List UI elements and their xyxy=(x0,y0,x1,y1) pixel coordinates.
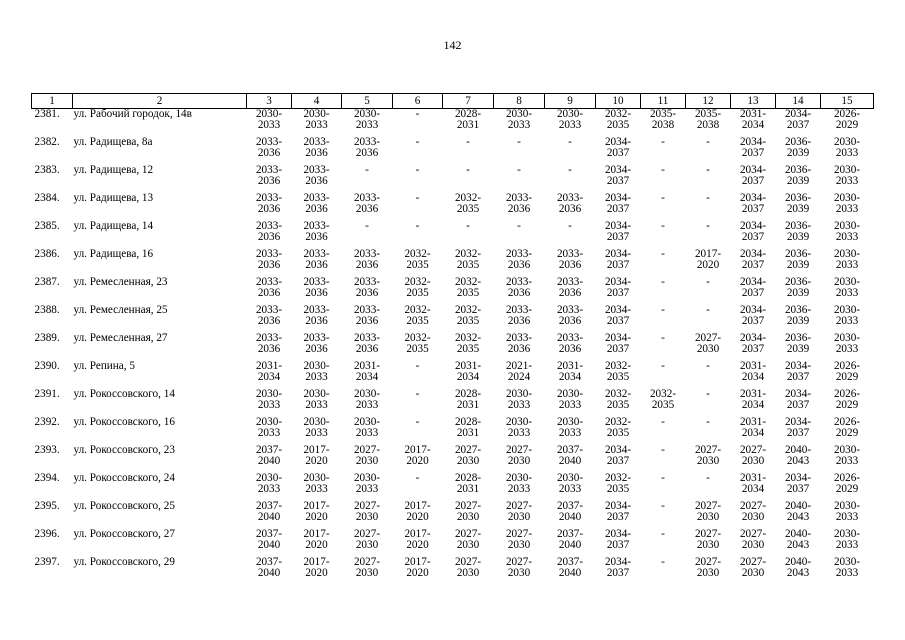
period-cell: 2030- 2033 xyxy=(505,388,533,411)
period-cell: 2037- 2040 xyxy=(255,556,283,579)
row-number: 2390. xyxy=(34,360,60,372)
period-cell: 2033- 2036 xyxy=(255,332,283,355)
period-cell: 2033- 2036 xyxy=(303,304,330,327)
period-cell: 2032- 2035 xyxy=(454,276,482,299)
period-cell: 2031- 2034 xyxy=(454,360,482,383)
column-header: 1 xyxy=(32,94,73,109)
period-cell: 2032- 2035 xyxy=(454,332,482,355)
period-cell: 2032- 2035 xyxy=(404,332,431,355)
row-number: 2388. xyxy=(34,304,60,316)
period-cell: 2034- 2037 xyxy=(784,416,812,439)
table-row xyxy=(32,221,874,249)
period-cell: 2017- 2020 xyxy=(404,528,431,551)
column-header: 12 xyxy=(686,94,731,109)
period-cell: 2030- 2033 xyxy=(303,472,330,495)
period-cell: 2030- 2033 xyxy=(505,416,533,439)
period-cell: - xyxy=(415,108,420,120)
period-cell: 2027- 2030 xyxy=(353,444,381,467)
period-cell: 2032- 2035 xyxy=(604,388,632,411)
address-cell: ул. Рокоссовского, 29 xyxy=(73,556,175,568)
period-cell: 2027- 2030 xyxy=(353,500,381,523)
period-cell: 2034- 2037 xyxy=(784,388,812,411)
period-cell: 2040- 2043 xyxy=(784,444,812,467)
table-row xyxy=(32,137,874,165)
period-cell: 2033- 2036 xyxy=(556,192,584,215)
address-cell: ул. Рокоссовского, 25 xyxy=(73,500,175,512)
period-cell: - xyxy=(517,136,521,148)
column-header: 14 xyxy=(776,94,821,109)
period-cell: - xyxy=(706,388,710,400)
period-cell: 2030- 2033 xyxy=(353,472,381,495)
period-cell: 2033- 2036 xyxy=(505,276,533,299)
period-cell: - xyxy=(661,556,665,568)
period-cell: 2034- 2037 xyxy=(604,164,632,187)
period-cell: 2037- 2040 xyxy=(556,528,584,551)
period-cell: 2033- 2036 xyxy=(255,136,283,159)
table-row xyxy=(32,417,874,445)
row-number: 2397. xyxy=(34,556,60,568)
period-cell: 2033- 2036 xyxy=(303,220,330,243)
page-number: 142 xyxy=(443,38,462,52)
period-cell: 2034- 2037 xyxy=(604,136,632,159)
period-cell: - xyxy=(661,220,665,232)
period-cell: 2037- 2040 xyxy=(255,444,283,467)
period-cell: 2034- 2037 xyxy=(604,220,632,243)
period-cell: 2033- 2036 xyxy=(353,248,381,271)
period-cell: - xyxy=(706,360,710,372)
period-cell: 2031- 2034 xyxy=(255,360,283,383)
period-cell: 2033- 2036 xyxy=(303,136,330,159)
period-cell: 2031- 2034 xyxy=(739,472,767,495)
period-cell: 2034- 2037 xyxy=(604,444,632,467)
period-cell: 2031- 2034 xyxy=(353,360,381,383)
schedule-table xyxy=(31,93,874,585)
period-cell: 2033- 2036 xyxy=(255,192,283,215)
period-cell: 2040- 2043 xyxy=(784,528,812,551)
period-cell: 2034- 2037 xyxy=(604,556,632,579)
period-cell: - xyxy=(466,164,470,176)
period-cell: - xyxy=(415,472,420,484)
period-cell: 2030- 2033 xyxy=(556,108,584,131)
table-row xyxy=(32,333,874,361)
period-cell: - xyxy=(415,136,420,148)
period-cell: 2033- 2036 xyxy=(255,164,283,187)
period-cell: 2034- 2037 xyxy=(739,248,767,271)
period-cell: 2031- 2034 xyxy=(739,360,767,383)
period-cell: 2033- 2036 xyxy=(353,304,381,327)
period-cell: 2030- 2033 xyxy=(556,388,584,411)
address-cell: ул. Радищева, 16 xyxy=(73,248,154,260)
period-cell: - xyxy=(661,444,665,456)
table-row xyxy=(32,193,874,221)
period-cell: 2027- 2030 xyxy=(694,556,722,579)
period-cell: - xyxy=(415,192,420,204)
row-number: 2394. xyxy=(34,472,60,484)
period-cell: 2033- 2036 xyxy=(303,332,330,355)
period-cell: 2030- 2033 xyxy=(505,472,533,495)
address-cell: ул. Ремесленная, 25 xyxy=(73,304,168,316)
period-cell: 2036- 2039 xyxy=(784,304,812,327)
period-cell: - xyxy=(661,164,665,176)
address-cell: ул. Рокоссовского, 14 xyxy=(73,388,175,400)
period-cell: 2033- 2036 xyxy=(353,276,381,299)
row-number: 2383. xyxy=(34,164,60,176)
table-row xyxy=(32,277,874,305)
period-cell: 2036- 2039 xyxy=(784,136,812,159)
table-row xyxy=(32,557,874,585)
period-cell: 2034- 2037 xyxy=(739,192,767,215)
period-cell: - xyxy=(706,304,710,316)
period-cell: 2034- 2037 xyxy=(739,220,767,243)
period-cell: 2030- 2033 xyxy=(833,164,861,187)
period-cell: 2036- 2039 xyxy=(784,248,812,271)
period-cell: - xyxy=(706,164,710,176)
period-cell: 2021- 2024 xyxy=(505,360,533,383)
address-cell: ул. Ремесленная, 27 xyxy=(73,332,168,344)
period-cell: 2027- 2030 xyxy=(739,444,767,467)
column-header: 9 xyxy=(545,94,596,109)
row-number: 2396. xyxy=(34,528,60,540)
address-cell: ул. Рокоссовского, 16 xyxy=(73,416,175,428)
address-cell: ул. Рокоссовского, 27 xyxy=(73,528,175,540)
period-cell: - xyxy=(706,416,710,428)
period-cell: - xyxy=(365,164,369,176)
period-cell: 2032- 2035 xyxy=(604,472,632,495)
period-cell: 2028- 2031 xyxy=(454,472,482,495)
period-cell: 2036- 2039 xyxy=(784,192,812,215)
period-cell: 2026- 2029 xyxy=(833,388,861,411)
period-cell: 2040- 2043 xyxy=(784,556,812,579)
period-cell: - xyxy=(568,164,572,176)
period-cell: 2034- 2037 xyxy=(784,360,812,383)
period-cell: - xyxy=(661,500,665,512)
period-cell: 2027- 2030 xyxy=(454,444,482,467)
address-cell: ул. Рокоссовского, 24 xyxy=(73,472,175,484)
table-row xyxy=(32,445,874,473)
period-cell: 2030- 2033 xyxy=(833,304,861,327)
column-header: 13 xyxy=(731,94,776,109)
period-cell: 2030- 2033 xyxy=(255,472,283,495)
period-cell: 2037- 2040 xyxy=(255,500,283,523)
period-cell: 2031- 2034 xyxy=(739,388,767,411)
column-header: 11 xyxy=(641,94,686,109)
table-row xyxy=(32,165,874,193)
period-cell: 2033- 2036 xyxy=(556,276,584,299)
period-cell: - xyxy=(661,472,665,484)
period-cell: 2030- 2033 xyxy=(833,136,861,159)
period-cell: 2030- 2033 xyxy=(353,388,381,411)
period-cell: 2033- 2036 xyxy=(353,136,381,159)
period-cell: 2037- 2040 xyxy=(255,528,283,551)
period-cell: 2036- 2039 xyxy=(784,276,812,299)
period-cell: 2017- 2020 xyxy=(303,444,330,467)
period-cell: 2030- 2033 xyxy=(255,108,283,131)
period-cell: - xyxy=(661,192,665,204)
period-cell: 2030- 2033 xyxy=(833,332,861,355)
period-cell: - xyxy=(466,220,470,232)
header-row xyxy=(32,94,874,109)
address-cell: ул. Репина, 5 xyxy=(73,360,135,372)
table-row xyxy=(32,305,874,333)
period-cell: 2034- 2037 xyxy=(784,472,812,495)
column-header: 15 xyxy=(821,94,874,109)
period-cell: 2033- 2036 xyxy=(556,304,584,327)
period-cell: 2017- 2020 xyxy=(694,248,722,271)
period-cell: 2030- 2033 xyxy=(833,220,861,243)
period-cell: - xyxy=(706,220,710,232)
table-row xyxy=(32,501,874,529)
period-cell: - xyxy=(415,220,420,232)
period-cell: 2030- 2033 xyxy=(303,360,330,383)
period-cell: 2030- 2033 xyxy=(833,500,861,523)
period-cell: - xyxy=(568,220,572,232)
period-cell: 2037- 2040 xyxy=(556,556,584,579)
period-cell: 2034- 2037 xyxy=(604,332,632,355)
period-cell: - xyxy=(706,276,710,288)
period-cell: 2030- 2033 xyxy=(255,388,283,411)
period-cell: 2027- 2030 xyxy=(694,444,722,467)
period-cell: 2033- 2036 xyxy=(255,304,283,327)
period-cell: 2036- 2039 xyxy=(784,164,812,187)
period-cell: 2026- 2029 xyxy=(833,472,861,495)
period-cell: 2033- 2036 xyxy=(556,248,584,271)
address-cell: ул. Радищева, 12 xyxy=(73,164,154,176)
period-cell: 2032- 2035 xyxy=(454,192,482,215)
period-cell: 2030- 2033 xyxy=(353,416,381,439)
period-cell: 2040- 2043 xyxy=(784,500,812,523)
period-cell: 2037- 2040 xyxy=(556,500,584,523)
address-cell: ул. Ремесленная, 23 xyxy=(73,276,168,288)
period-cell: 2028- 2031 xyxy=(454,416,482,439)
period-cell: - xyxy=(661,136,665,148)
period-cell: 2035- 2038 xyxy=(694,108,722,131)
period-cell: 2027- 2030 xyxy=(454,528,482,551)
period-cell: 2034- 2037 xyxy=(784,108,812,131)
period-cell: 2037- 2040 xyxy=(556,444,584,467)
period-cell: - xyxy=(517,220,521,232)
period-cell: 2030- 2033 xyxy=(556,416,584,439)
period-cell: - xyxy=(415,388,420,400)
period-cell: - xyxy=(706,472,710,484)
column-header: 4 xyxy=(292,94,342,109)
period-cell: 2032- 2035 xyxy=(604,416,632,439)
period-cell: 2031- 2034 xyxy=(556,360,584,383)
period-cell: 2030- 2033 xyxy=(833,276,861,299)
period-cell: - xyxy=(661,332,665,344)
column-header: 7 xyxy=(443,94,494,109)
period-cell: 2033- 2036 xyxy=(255,248,283,271)
period-cell: - xyxy=(661,416,665,428)
period-cell: 2031- 2034 xyxy=(739,108,767,131)
period-cell: 2034- 2037 xyxy=(739,136,767,159)
period-cell: 2033- 2036 xyxy=(505,192,533,215)
period-cell: - xyxy=(706,192,710,204)
period-cell: 2030- 2033 xyxy=(303,388,330,411)
period-cell: 2017- 2020 xyxy=(404,500,431,523)
period-cell: 2034- 2037 xyxy=(604,500,632,523)
table-row xyxy=(32,249,874,277)
row-number: 2384. xyxy=(34,192,60,204)
period-cell: 2027- 2030 xyxy=(353,556,381,579)
period-cell: 2017- 2020 xyxy=(303,500,330,523)
table-header xyxy=(32,94,874,109)
period-cell: 2033- 2036 xyxy=(353,332,381,355)
period-cell: 2034- 2037 xyxy=(604,248,632,271)
period-cell: - xyxy=(661,276,665,288)
address-cell: ул. Рабочий городок, 14в xyxy=(73,108,192,120)
period-cell: 2030- 2033 xyxy=(303,416,330,439)
period-cell: 2017- 2020 xyxy=(303,528,330,551)
period-cell: - xyxy=(415,164,420,176)
period-cell: 2027- 2030 xyxy=(694,500,722,523)
row-number: 2392. xyxy=(34,416,60,428)
period-cell: 2027- 2030 xyxy=(505,528,533,551)
row-number: 2393. xyxy=(34,444,60,456)
period-cell: 2030- 2033 xyxy=(833,556,861,579)
period-cell: 2027- 2030 xyxy=(353,528,381,551)
row-number: 2389. xyxy=(34,332,60,344)
period-cell: 2033- 2036 xyxy=(556,332,584,355)
period-cell: 2027- 2030 xyxy=(505,444,533,467)
period-cell: 2033- 2036 xyxy=(505,304,533,327)
period-cell: 2027- 2030 xyxy=(739,556,767,579)
address-cell: ул. Радищева, 8а xyxy=(73,136,153,148)
period-cell: - xyxy=(415,360,420,372)
period-cell: 2027- 2030 xyxy=(454,500,482,523)
period-cell: 2026- 2029 xyxy=(833,416,861,439)
period-cell: 2030- 2033 xyxy=(833,192,861,215)
period-cell: 2026- 2029 xyxy=(833,360,861,383)
period-cell: 2033- 2036 xyxy=(303,248,330,271)
period-cell: 2030- 2033 xyxy=(353,108,381,131)
period-cell: 2030- 2033 xyxy=(255,416,283,439)
period-cell: - xyxy=(365,220,369,232)
period-cell: 2027- 2030 xyxy=(505,500,533,523)
period-cell: - xyxy=(466,136,470,148)
period-cell: 2030- 2033 xyxy=(505,108,533,131)
row-number: 2395. xyxy=(34,500,60,512)
period-cell: 2032- 2035 xyxy=(404,248,431,271)
period-cell: 2030- 2033 xyxy=(833,248,861,271)
period-cell: 2026- 2029 xyxy=(833,108,861,131)
period-cell: - xyxy=(706,136,710,148)
period-cell: 2034- 2037 xyxy=(739,164,767,187)
period-cell: 2032- 2035 xyxy=(604,108,632,131)
period-cell: 2033- 2036 xyxy=(505,332,533,355)
row-number: 2386. xyxy=(34,248,60,260)
period-cell: 2034- 2037 xyxy=(604,192,632,215)
period-cell: 2034- 2037 xyxy=(604,276,632,299)
column-header: 10 xyxy=(596,94,641,109)
period-cell: 2033- 2036 xyxy=(353,192,381,215)
period-cell: 2036- 2039 xyxy=(784,332,812,355)
period-cell: - xyxy=(415,416,420,428)
period-cell: 2030- 2033 xyxy=(556,472,584,495)
column-header: 8 xyxy=(494,94,545,109)
period-cell: 2027- 2030 xyxy=(454,556,482,579)
period-cell: 2034- 2037 xyxy=(739,276,767,299)
period-cell: 2030- 2033 xyxy=(833,444,861,467)
period-cell: 2027- 2030 xyxy=(505,556,533,579)
period-cell: - xyxy=(568,136,572,148)
period-cell: 2034- 2037 xyxy=(604,304,632,327)
period-cell: 2033- 2036 xyxy=(303,276,330,299)
period-cell: 2027- 2030 xyxy=(739,500,767,523)
period-cell: 2028- 2031 xyxy=(454,388,482,411)
period-cell: - xyxy=(661,248,665,260)
period-cell: 2032- 2035 xyxy=(604,360,632,383)
column-header: 6 xyxy=(393,94,443,109)
period-cell: - xyxy=(661,304,665,316)
period-cell: 2034- 2037 xyxy=(739,304,767,327)
period-cell: 2017- 2020 xyxy=(303,556,330,579)
table-row xyxy=(32,529,874,557)
table-row xyxy=(32,109,874,138)
table-row xyxy=(32,389,874,417)
period-cell: 2032- 2035 xyxy=(454,304,482,327)
address-cell: ул. Радищева, 14 xyxy=(73,220,154,232)
period-cell: 2032- 2035 xyxy=(649,388,677,411)
column-header: 5 xyxy=(342,94,393,109)
period-cell: 2017- 2020 xyxy=(404,444,431,467)
period-cell: 2033- 2036 xyxy=(303,164,330,187)
address-cell: ул. Рокоссовского, 23 xyxy=(73,444,175,456)
period-cell: 2030- 2033 xyxy=(833,528,861,551)
row-number: 2382. xyxy=(34,136,60,148)
period-cell: - xyxy=(661,528,665,540)
period-cell: 2034- 2037 xyxy=(739,332,767,355)
row-number: 2387. xyxy=(34,276,60,288)
period-cell: 2032- 2035 xyxy=(454,248,482,271)
period-cell: 2033- 2036 xyxy=(303,192,330,215)
row-number: 2391. xyxy=(34,388,60,400)
period-cell: 2031- 2034 xyxy=(739,416,767,439)
period-cell: 2028- 2031 xyxy=(454,108,482,131)
column-header: 2 xyxy=(73,94,247,109)
period-cell: - xyxy=(661,360,665,372)
address-cell: ул. Радищева, 13 xyxy=(73,192,154,204)
table-row xyxy=(32,361,874,389)
period-cell: 2030- 2033 xyxy=(303,108,330,131)
period-cell: 2033- 2036 xyxy=(255,276,283,299)
period-cell: - xyxy=(517,164,521,176)
period-cell: 2033- 2036 xyxy=(505,248,533,271)
period-cell: 2035- 2038 xyxy=(649,108,677,131)
table-row xyxy=(32,473,874,501)
period-cell: 2036- 2039 xyxy=(784,220,812,243)
table-body xyxy=(32,109,874,586)
row-number: 2385. xyxy=(34,220,60,232)
period-cell: 2034- 2037 xyxy=(604,528,632,551)
period-cell: 2027- 2030 xyxy=(694,332,722,355)
period-cell: 2033- 2036 xyxy=(255,220,283,243)
period-cell: 2027- 2030 xyxy=(694,528,722,551)
period-cell: 2032- 2035 xyxy=(404,304,431,327)
period-cell: 2032- 2035 xyxy=(404,276,431,299)
column-header: 3 xyxy=(247,94,292,109)
period-cell: 2017- 2020 xyxy=(404,556,431,579)
row-number: 2381. xyxy=(34,108,60,120)
period-cell: 2027- 2030 xyxy=(739,528,767,551)
